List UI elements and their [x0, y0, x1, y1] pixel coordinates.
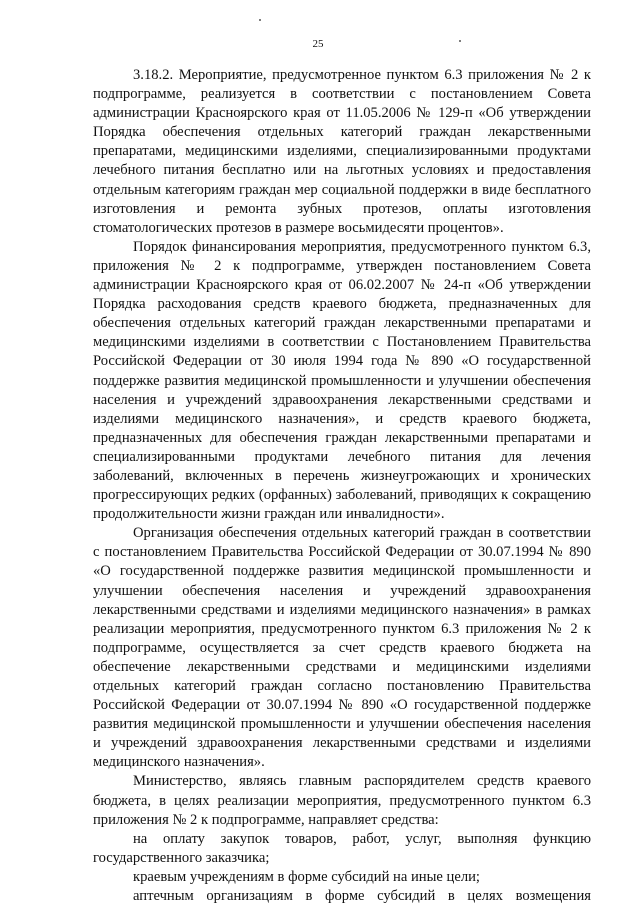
paragraph-ministry: Министерство, являясь главным распорядителем средств краевого бюджета, в целях реализации мероприятия, предусмотренного пунктом 6.3 приложения № 2 к подпрограмме, направляет средства:	[93, 773, 591, 828]
paragraph-subsidies-institutions: краевым учреждениям в форме субсидий на иные цели;	[133, 868, 480, 885]
scan-speck	[259, 19, 261, 21]
paragraph-purchase-payment: на оплату закупок товаров, работ, услуг, выполняя функцию государственного заказчика;	[93, 830, 591, 866]
page-number: 25	[312, 38, 324, 50]
paragraph-organization: Организация обеспечения отдельных категорий граждан в соответствии с постановлением Правительства Российской Федерации от 30.07.1994 № 890 «О государственной поддержке развития медицинской промышленности и улучшении обеспечения населения и учреждений здравоохранения лекарственными средствами и изделиями медицинского назначения» в рамках реализации мероприятия, предусмотренного пунктом 6.3 приложения № 2 к подпрограмме, осуществляется за счет средств краевого бюджета на обеспечение лекарственными средствами и медицинскими изделиями отдельных категорий граждан согласно постановлению Правительства Российской Федерации от 30.07.1994 № 890 «О государственной поддержке развития медицинской промышленности и улучшении обеспечения населения и учреждений здравоохранения лекарственными средствами и изделиями медицинского назначения».	[93, 525, 591, 771]
paragraph-3-18-2: 3.18.2. Мероприятие, предусмотренное пунктом 6.3 приложения № 2 к подпрограмме, реализуется в соответствии с постановлением Совета администрации Красноярского края от 11.05.2006 № 129-п «Об утверждении Порядка обеспечения отдельных категорий граждан лекарственными препаратами, медицинскими изделиями, специализированными продуктами лечебного питания бесплатно или на льготных условиях и предоставления отдельным категориям граждан мер социальной поддержки в виде бесплатного изготовления и ремонта зубных протезов, оплаты изготовления стоматологических протезов в размере восьмидесяти процентов».	[93, 67, 591, 236]
paragraph-financing-order: Порядок финансирования мероприятия, предусмотренного пунктом 6.3, приложения № 2 к подпрограмме, утвержден постановлением Совета администрации Красноярского края от 06.02.2007 № 24-п «Об утверждении Порядка расходования средств краевого бюджета, предназначенных для обеспечения отдельных категорий граждан лекарственными препаратами и медицинскими изделиями в соответствии с Постановлением Правительства Российской Федерации от 30 июля 1994 года № 890 «О государственной поддержке развития медицинской промышленности и улучшении обеспечения населения и учреждений здравоохранения лекарственными средствами и изделиями медицинского назначения», и средств краевого бюджета, предназначенных для обеспечения граждан лекарственными препаратами и специализированными продуктами лечебного питания для лечения заболеваний, включенных в перечень жизнеугрожающих и хронических прогрессирующих редких (орфанных) заболеваний, приводящих к сокращению продолжительности жизни граждан или инвалидности».	[93, 238, 591, 523]
paragraph-subsidies-pharmacies: аптечным организациям в форме субсидий в целях возмещения	[133, 888, 591, 905]
document-body	[93, 66, 591, 906]
